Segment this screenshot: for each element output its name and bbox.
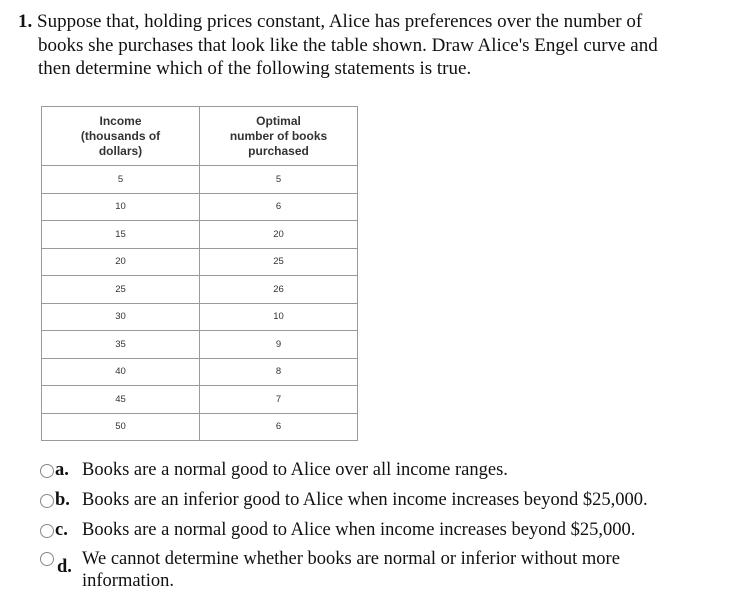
income-cell: 40 [42, 358, 200, 386]
table-row [42, 331, 358, 359]
header-income-line3: dollars) [98, 143, 143, 158]
option-letter: c. [55, 520, 68, 540]
table-row [42, 221, 358, 249]
option-letter: b. [55, 490, 70, 510]
table-row [42, 386, 358, 414]
books-cell: 7 [200, 386, 358, 414]
table-row [42, 413, 358, 441]
option-text: We cannot determine whether books are normal or inferior without more information. [82, 549, 620, 591]
option-letter: a. [55, 460, 69, 480]
table-row [42, 303, 358, 331]
table-row [42, 276, 358, 304]
question-line-3: then determine which of the following statements is true. [38, 58, 472, 79]
books-cell: 6 [200, 413, 358, 441]
header-income-line1: Income [99, 113, 142, 128]
option-text: Books are a normal good to Alice over all income ranges. [82, 460, 508, 480]
question-number: 1. [18, 11, 33, 32]
books-cell: 25 [200, 248, 358, 276]
radio-button-b[interactable] [40, 494, 54, 508]
income-cell: 30 [42, 303, 200, 331]
header-books-line3: purchased [248, 143, 309, 158]
income-cell: 20 [42, 248, 200, 276]
books-cell: 10 [200, 303, 358, 331]
radio-button-c[interactable] [40, 524, 54, 538]
table-row [42, 248, 358, 276]
question-line-1-text: Suppose that, holding prices constant, Alice has preferences over the number of [37, 11, 643, 32]
header-books [200, 107, 358, 166]
table-row [42, 166, 358, 194]
income-cell: 45 [42, 386, 200, 414]
header-books-line2: number of books [229, 128, 328, 143]
question-line-1 [18, 10, 718, 34]
header-income-line2: (thousands of [80, 128, 161, 143]
question-text [18, 10, 718, 81]
books-cell: 9 [200, 331, 358, 359]
income-cell: 25 [42, 276, 200, 304]
option-letter: d. [57, 557, 72, 577]
option-text: Books are an inferior good to Alice when income increases beyond $25,000. [82, 490, 648, 510]
engel-data-table [41, 106, 358, 441]
table-row [42, 193, 358, 221]
radio-button-a[interactable] [40, 464, 54, 478]
income-cell: 35 [42, 331, 200, 359]
header-books-line1: Optimal [256, 113, 301, 128]
books-cell: 6 [200, 193, 358, 221]
income-cell: 50 [42, 413, 200, 441]
header-income [42, 107, 200, 166]
option-text: Books are a normal good to Alice when income increases beyond $25,000. [82, 520, 636, 540]
books-cell: 20 [200, 221, 358, 249]
books-cell: 8 [200, 358, 358, 386]
table-row [42, 358, 358, 386]
income-cell: 15 [42, 221, 200, 249]
table-header-row [42, 107, 358, 166]
books-cell: 26 [200, 276, 358, 304]
radio-button-d[interactable] [40, 552, 54, 566]
books-cell: 5 [200, 166, 358, 194]
income-cell: 10 [42, 193, 200, 221]
question-line-2: books she purchases that look like the table shown. Draw Alice's Engel curve and [38, 34, 658, 56]
income-cell: 5 [42, 166, 200, 194]
